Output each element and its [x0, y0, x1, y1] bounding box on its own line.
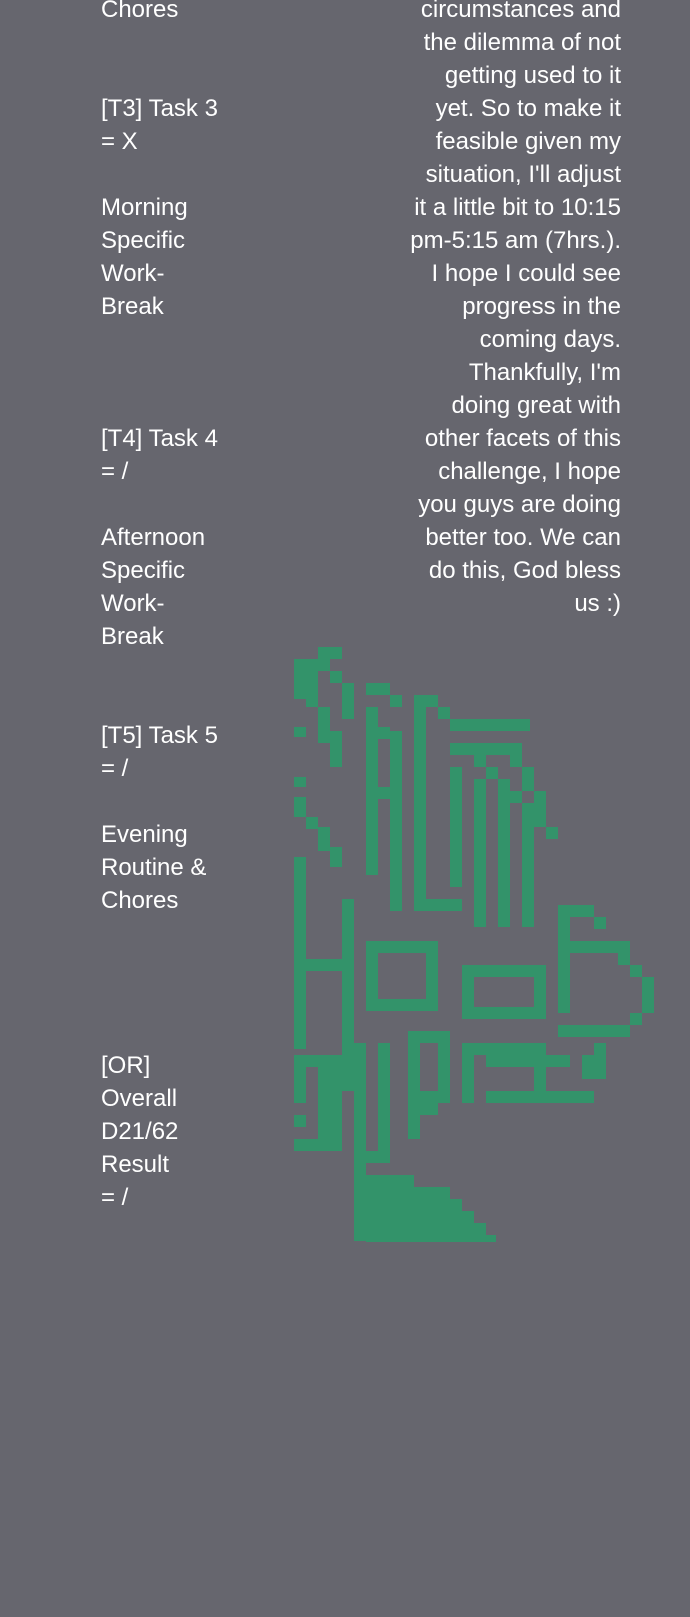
logo-pixel [474, 779, 486, 927]
logo-pixel [354, 1157, 366, 1241]
overall-result-label: [OR] Overall D21/62 Result = / [101, 1052, 179, 1211]
logo-pixel [618, 953, 630, 965]
paragraph-line: pm-5:15 am (7hrs.). [410, 227, 621, 254]
logo-pixel [510, 755, 522, 767]
logo-pixel [558, 1025, 630, 1037]
logo-pixel [474, 755, 486, 767]
logo-pixel [366, 1235, 496, 1242]
logo-pixel [408, 1031, 420, 1139]
logo-pixel [414, 695, 426, 911]
logo-pixel [342, 899, 354, 1091]
logo-pixel [330, 731, 342, 767]
paragraph-line: circumstances and [420, 0, 621, 23]
logo-pixel [366, 683, 378, 695]
paragraph-line: Thankfully, I'm [468, 359, 621, 386]
logo-pixel [618, 941, 630, 953]
pixel-art-logo-icon [294, 647, 656, 1242]
task-3-description: Morning Specific Work- Break [101, 194, 188, 320]
logo-pixel [426, 899, 462, 911]
paragraph-line: feasible given my [435, 128, 621, 155]
logo-pixel [450, 767, 462, 887]
logo-pixel [318, 707, 330, 731]
paragraph-line: progress in the [462, 293, 621, 320]
paragraph-line: do this, God bless [428, 557, 621, 584]
paragraph-line: other facets of this [424, 425, 621, 452]
logo-pixel [306, 817, 318, 829]
logo-pixel [378, 727, 390, 739]
logo-pixel [510, 791, 522, 803]
logo-pixel [294, 857, 306, 1049]
paragraph-line: getting used to it [444, 62, 621, 89]
logo-pixel [342, 683, 354, 719]
logo-pixel [318, 731, 330, 743]
task-4-label: [T4] Task 4 = / [101, 425, 218, 485]
logo-pixel [318, 647, 342, 659]
logo-pixel [534, 815, 546, 827]
logo-pixel [294, 1055, 306, 1103]
logo-pixel [366, 999, 438, 1011]
task-list [101, 0, 241, 1214]
logo-pixel [390, 731, 402, 911]
paragraph-line: better too. We can [425, 524, 621, 551]
logo-pixel [486, 767, 498, 779]
logo-pixel [594, 917, 606, 929]
logo-pixel [330, 847, 342, 867]
logo-pixel [330, 671, 342, 683]
logo-pixel [306, 659, 330, 671]
logo-pixel [450, 743, 522, 755]
paragraph-line: doing great with [451, 392, 621, 419]
logo-pixel [378, 787, 390, 799]
logo-pixel-group [294, 647, 654, 1242]
logo-pixel [462, 1007, 546, 1019]
logo-pixel [522, 803, 534, 927]
logo-pixel [420, 1091, 444, 1103]
logo-pixel [534, 791, 546, 815]
logo-pixel [642, 977, 654, 1013]
logo-pixel [426, 695, 438, 707]
logo-pixel [366, 1199, 462, 1211]
task-3-label: [T3] Task 3 = X [101, 95, 218, 155]
logo-pixel [306, 671, 318, 695]
logo-pixel [630, 965, 642, 977]
paragraph-line: coming days. [479, 326, 621, 353]
logo-pixel [630, 1013, 642, 1025]
logo-pixel [354, 1043, 366, 1163]
logo-pixel [438, 707, 450, 719]
logo-pixel [414, 1103, 438, 1115]
paragraph-line: situation, I'll adjust [425, 161, 621, 188]
logo-pixel [306, 695, 318, 707]
logo-pixel [498, 791, 510, 927]
logo-pixel [294, 1139, 330, 1151]
logo-pixel [450, 719, 530, 731]
task-5-label: [T5] Task 5 = / [101, 722, 218, 782]
journal-paragraph [381, 0, 621, 620]
paragraph-line: us :) [574, 590, 621, 617]
paragraph-line: challenge, I hope [438, 458, 621, 485]
logo-pixel [294, 727, 306, 737]
logo-pixel [534, 1079, 546, 1103]
logo-pixel [558, 905, 594, 917]
logo-pixel [546, 827, 558, 839]
logo-pixel [522, 767, 534, 791]
logo-pixel [294, 687, 306, 699]
logo-pixel [390, 695, 402, 707]
logo-pixel [294, 797, 306, 817]
logo-pixel [366, 1175, 414, 1187]
logo-pixel [462, 965, 546, 977]
task-5-description: Evening Routine & Chores [101, 821, 207, 914]
logo-pixel [486, 1055, 570, 1067]
logo-pixel [594, 1043, 606, 1067]
paragraph-line: I hope I could see [431, 260, 621, 287]
paragraph-line: yet. So to make it [435, 95, 621, 122]
logo-pixel [318, 1067, 330, 1139]
logo-pixel [378, 683, 390, 695]
logo-pixel [366, 1187, 450, 1199]
logo-pixel [366, 1223, 486, 1235]
paragraph-line: you guys are doing [418, 491, 621, 518]
logo-pixel [366, 1211, 474, 1223]
logo-pixel [294, 777, 306, 787]
logo-pixel [558, 905, 570, 1013]
logo-pixel [366, 707, 378, 875]
logo-pixel [462, 1043, 546, 1055]
logo-pixel [498, 779, 510, 791]
logo-pixel [294, 1115, 306, 1127]
paragraph-line: the dilemma of not [423, 29, 621, 56]
paragraph-line: it a little bit to 10:15 [414, 194, 621, 221]
logo-pixel [318, 827, 330, 851]
logo-pixel [378, 1043, 390, 1163]
chores-text-tail: Chores [101, 0, 179, 23]
task-4-description: Afternoon Specific Work- Break [101, 524, 206, 650]
logo-pixel [306, 959, 342, 971]
logo-pixel [330, 1067, 342, 1151]
